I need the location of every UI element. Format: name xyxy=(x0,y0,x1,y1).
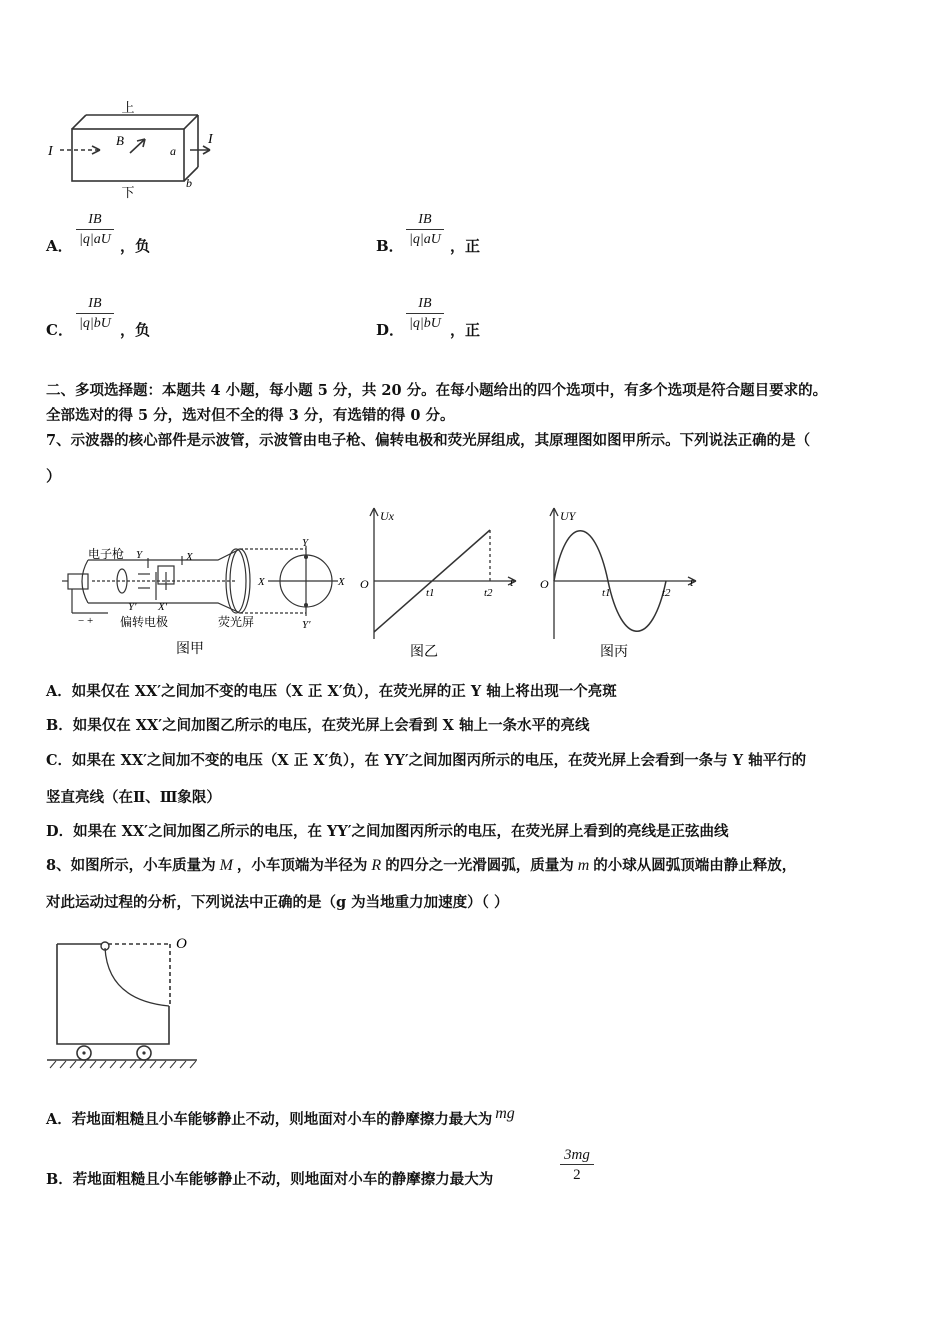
option-fraction: $\frac{IB}{|q|aU}$ xyxy=(76,211,114,250)
screen-y-tick xyxy=(304,603,308,607)
math-M: M xyxy=(219,857,233,874)
caption-yi: 图乙 xyxy=(410,645,438,660)
label-top: 上 xyxy=(121,100,135,115)
q7-option-d: D．如果在 XX′之间加图乙所示的电压，在 YY′之间加图丙所示的电压，在荧光屏上看到的亮线是正弦曲线 xyxy=(46,823,729,840)
label-bottom: 下 xyxy=(121,185,135,200)
ground-hatching xyxy=(50,1061,196,1068)
label-screen-Yp: Y′ xyxy=(302,619,311,631)
option-letter: A． xyxy=(46,237,73,255)
label-O: O xyxy=(176,936,187,952)
caption-bing: 图丙 xyxy=(600,645,628,660)
tick-t1: t1 xyxy=(602,587,611,599)
cart-arc-figure xyxy=(42,930,212,1070)
label-X: X xyxy=(186,551,193,563)
label-current-out: I xyxy=(208,132,213,147)
axis-label-ux: Ux xyxy=(380,509,394,523)
label-Y: Y xyxy=(136,549,143,561)
q8-stem-line1: 8、如图所示，小车质量为 M ，小车顶端为半径为 R 的四分之一光滑圆弧，质量为 m 的小球从圆弧顶端由静止释放， xyxy=(46,857,797,874)
sine-voltage-figure xyxy=(530,504,705,664)
q7-option-a: A．如果仅在 XX′之间加不变的电压（X 正 X′负），在荧光屏的正 Y 轴上将出现一个亮斑 xyxy=(46,683,617,700)
wheel-hub xyxy=(82,1051,85,1054)
label-screen-X: X xyxy=(258,576,265,588)
label-screen: 荧光屏 xyxy=(218,615,255,629)
label-pm: − + xyxy=(78,615,94,627)
q7-stem-line2: ） xyxy=(46,467,62,485)
label-electron-gun: 电子枪 xyxy=(88,547,125,561)
label-Yp: Y′ xyxy=(128,601,137,613)
section-heading-line2: 全部选对的得 5 分，选对但不全的得 3 分，有选错的得 0 分。 xyxy=(46,407,455,424)
label-screen-X2: X xyxy=(338,576,345,588)
label-deflector: 偏转电极 xyxy=(120,615,169,629)
q8-option-a: A．若地面粗糙且小车能够静止不动，则地面对小车的静摩擦力最大为 mg xyxy=(46,1105,515,1128)
label-field: B xyxy=(116,133,124,148)
q7-option-b: B．如果仅在 XX′之间加图乙所示的电压，在荧光屏上会看到 X 轴上一条水平的亮线 xyxy=(46,717,590,734)
option-sign: ，负 xyxy=(120,321,151,339)
label-b: b xyxy=(186,176,192,190)
q7-option-c-line2: 竖直亮线（在Ⅱ、Ⅲ象限） xyxy=(46,789,221,806)
label-Xp: X′ xyxy=(158,601,168,613)
tick-t2: t2 xyxy=(484,587,493,599)
option-letter: D． xyxy=(376,321,405,339)
section-heading-line1: 二、多项选择题：本题共 4 小题，每小题 5 分，共 20 分。在每小题给出的四个选项中，有多个选项是符合题目要求的。 xyxy=(46,382,828,399)
q8-option-b: B．若地面粗糙且小车能够静止不动，则地面对小车的静摩擦力最大为 xyxy=(46,1171,494,1188)
hall-effect-box-figure xyxy=(40,95,220,200)
option-letter: C． xyxy=(46,321,73,339)
label-a: a xyxy=(170,144,176,158)
sawtooth-voltage-figure xyxy=(350,504,525,664)
tick-t2: t2 xyxy=(662,587,671,599)
oscilloscope-tube-figure xyxy=(58,538,348,663)
math-mg: mg xyxy=(495,1105,515,1122)
q7-option-c-line1: C．如果在 XX′之间加不变的电压（X 正 X′负），在 YY′之间加图丙所示的电压，在荧光屏上会看到一条与 Y 轴平行的 xyxy=(46,752,807,769)
option-sign: ，负 xyxy=(120,237,151,255)
q7-stem-line1: 7、示波器的核心部件是示波管，示波管由电子枪、偏转电极和荧光屏组成，其原理图如图甲所示。下列说法正确的是（ xyxy=(46,432,811,449)
q8-option-b-fraction: $\frac{3mg}{2}$ xyxy=(560,1146,594,1185)
option-fraction: $\frac{IB}{|q|bU}$ xyxy=(406,295,444,334)
option-fraction: $\frac{IB}{|q|bU}$ xyxy=(76,295,114,334)
wheel-hub xyxy=(142,1051,145,1054)
option-letter: B． xyxy=(376,237,404,255)
q8-stem-line2: 对此运动过程的分析，下列说法中正确的是（g 为当地重力加速度）（ ） xyxy=(46,894,509,911)
origin-label: O xyxy=(540,577,549,591)
option-fraction: $\frac{IB}{|q|aU}$ xyxy=(406,211,444,250)
math-R: R xyxy=(371,857,382,874)
caption-jia: 图甲 xyxy=(176,642,204,657)
option-sign: ，正 xyxy=(450,321,481,339)
label-screen-Y: Y xyxy=(302,538,309,549)
axis-label-uy: UY xyxy=(560,509,576,523)
label-current-in: I xyxy=(48,144,53,159)
screen-y-tick xyxy=(304,555,308,559)
tick-t1: t1 xyxy=(426,587,435,599)
axis-label-t: t xyxy=(690,575,694,589)
math-m: m xyxy=(577,857,590,874)
axis-label-t: t xyxy=(510,575,514,589)
option-sign: ，正 xyxy=(450,237,481,255)
origin-label: O xyxy=(360,577,369,591)
